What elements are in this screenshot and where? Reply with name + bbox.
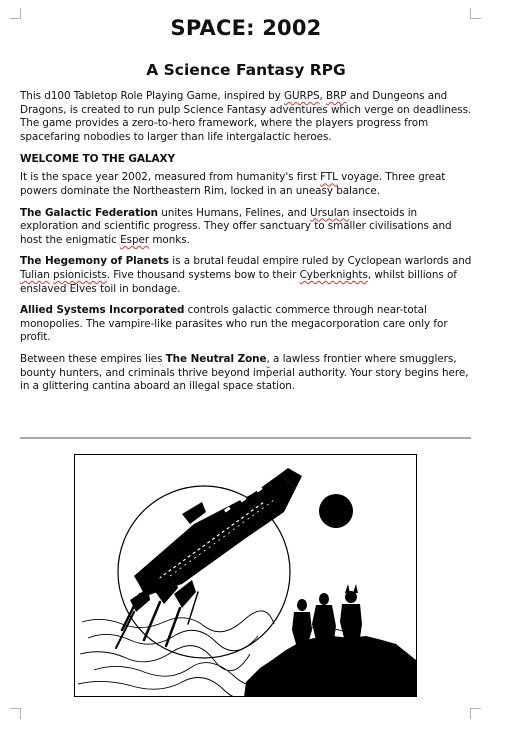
document-title[interactable]: SPACE: 2002 — [170, 16, 322, 40]
allied-paragraph[interactable] — [20, 304, 472, 345]
text-run: a lawless frontier where smugglers, bounty hunters, and criminals thrive beyond imperial authority. Your story begins here, in a glittering cantina aboard an illegal space station. — [20, 352, 469, 393]
horizontal-rule — [20, 437, 471, 439]
misspelled-word[interactable]: psionicists — [53, 268, 107, 281]
text-run: It is the space year 2002, measured from humanity's first — [20, 171, 321, 184]
section-heading[interactable]: WELCOME TO THE GALAXY — [20, 153, 176, 166]
text-run: unites Humans, Felines, and — [158, 206, 311, 219]
misspelled-word[interactable]: Esper — [120, 233, 150, 246]
misspelled-word[interactable]: GURPS — [284, 90, 320, 102]
page-corner-mark — [470, 708, 481, 719]
intro-paragraph[interactable] — [20, 90, 472, 144]
text-run: voyage. Three great powers dominate the Northeastern Rim, locked in an uneasy balance. — [20, 171, 446, 197]
text-run: Between these empires lies — [20, 352, 166, 365]
text-run: , whilst billions of enslaved Elves toil in bondage. — [20, 268, 457, 295]
document-subtitle[interactable]: A Science Fantasy RPG — [146, 61, 346, 79]
galaxy-paragraph[interactable] — [20, 171, 472, 198]
grammar-flag[interactable]: , — [266, 352, 270, 365]
text-run: , — [319, 90, 327, 102]
starship-illustration[interactable] — [74, 454, 417, 697]
page-corner-mark — [10, 708, 21, 719]
neutral-zone-paragraph[interactable] — [20, 353, 472, 394]
faction-name: The Neutral Zone — [165, 352, 267, 365]
small-moon — [319, 494, 353, 528]
misspelled-word[interactable]: Ursulan — [310, 206, 350, 219]
misspelled-word[interactable]: FTL — [320, 171, 338, 184]
misspelled-word[interactable]: BRP — [326, 90, 347, 102]
document-body[interactable] — [20, 13, 472, 394]
faction-name: The Hegemony of Planets — [20, 255, 170, 268]
faction-name: The Galactic Federation — [20, 206, 158, 219]
hegemony-paragraph[interactable] — [20, 255, 472, 296]
text-run: is a brutal feudal empire ruled by Cyclopean warlords and — [169, 255, 472, 268]
faction-name: Allied Systems Incorporated — [20, 304, 185, 317]
misspelled-word[interactable]: Cyberknights — [299, 268, 368, 281]
text-run: insectoids in exploration and scientific progress. They offer sanctuary to smaller civilisations and host the enigmatic — [20, 206, 452, 246]
misspelled-word[interactable]: Tulian — [20, 268, 50, 281]
text-run: . Five thousand systems bow to their — [106, 268, 300, 281]
text-run: controls galactic commerce through near-total monopolies. The vampire-like parasites who run the megacorporation care only for profit. — [20, 304, 448, 344]
text-run: and Dungeons and Dragons, is created to run pulp Science Fantasy adventures which verge on deadliness. The game provides a zero-to-hero framework, where the players progress from spacefaring nobodies to larger than life intergalactic heroes. — [20, 90, 472, 143]
text-run: monks. — [149, 233, 190, 246]
federation-paragraph[interactable] — [20, 207, 472, 248]
text-run: This d100 Tabletop Role Playing Game, inspired by — [20, 90, 284, 102]
